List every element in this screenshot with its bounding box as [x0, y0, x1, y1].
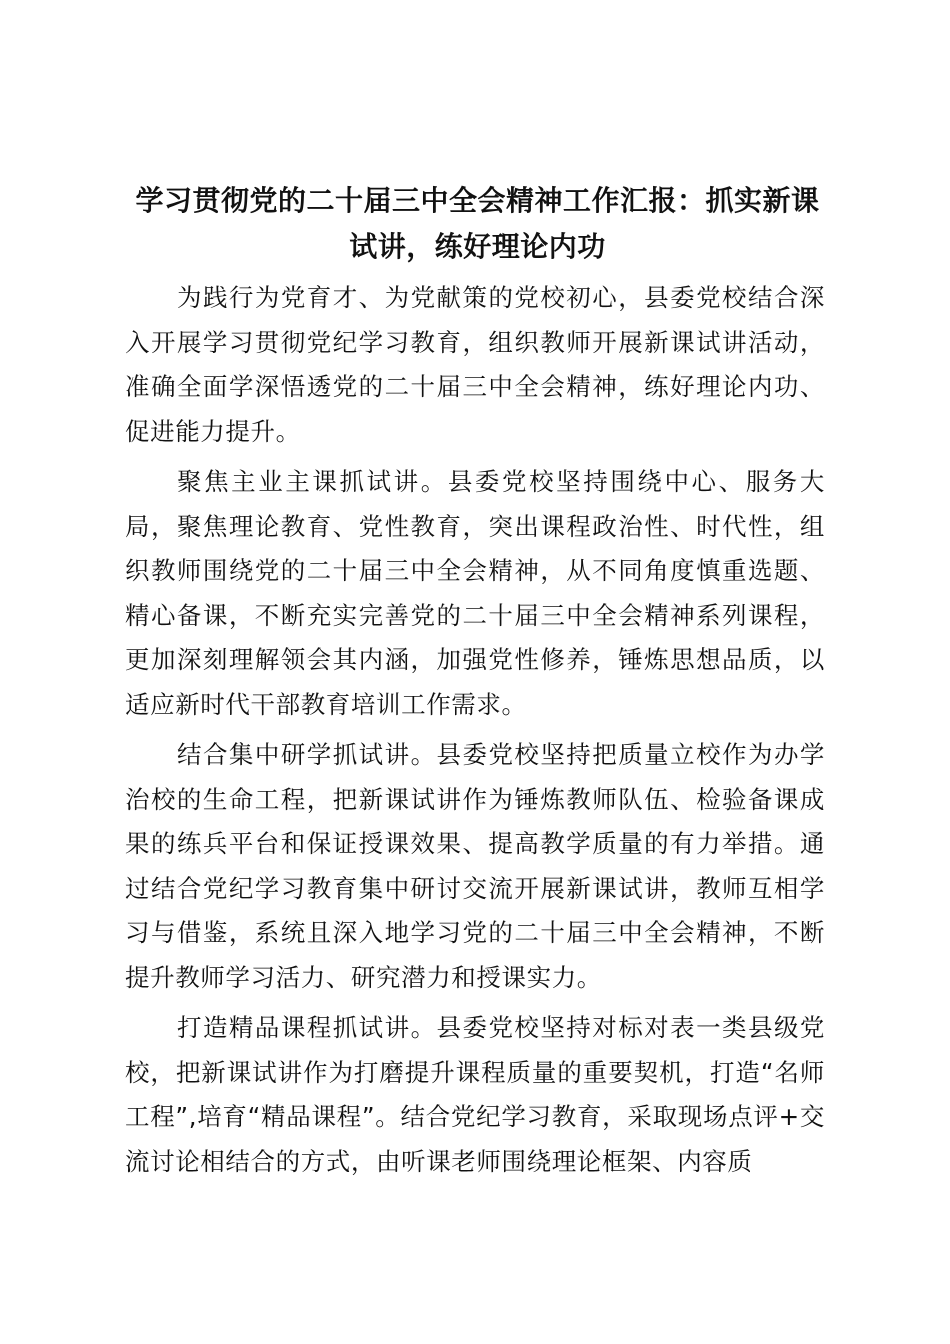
document-body	[125, 276, 825, 1190]
document-title: 学习贯彻党的二十届三中全会精神工作汇报：抓实新课试讲，练好理论内功	[135, 184, 820, 263]
paragraph-intro: 为践行为党育才、为党献策的党校初心，县委党校结合深入开展学习贯彻党纪学习教育，组织教师开展新课试讲活动，准确全面学深悟透党的二十届三中全会精神，练好理论内功、促进能力提升。	[125, 283, 825, 446]
paragraph-focus-main-courses: 聚焦主业主课抓试讲。县委党校坚持围绕中心、服务大局，聚焦理论教育、党性教育，突出课程政治性、时代性，组织教师围绕党的二十届三中全会精神，从不同角度慎重选题、精心备课，不断充实完善党的二十届三中全会精神系列课程，更加深刻理解领会其内涵，加强党性修养，锤炼思想品质，以适应新时代干部教育培训工作需求。	[125, 467, 825, 719]
paragraph-centralized-study: 结合集中研学抓试讲。县委党校坚持把质量立校作为办学治校的生命工程，把新课试讲作为锤炼教师队伍、检验备课成果的练兵平台和保证授课效果、提高教学质量的有力举措。通过结合党纪学习教育集中研讨交流开展新课试讲，教师互相学习与借鉴，系统且深入地学习党的二十届三中全会精神，不断提升教师学习活力、研究潜力和授课实力。	[125, 740, 825, 992]
paragraph-quality-courses: 打造精品课程抓试讲。县委党校坚持对标对表一类县级党校，把新课试讲作为打磨提升课程质量的重要契机，打造“名师工程”,培育“精品课程”。结合党纪学习教育，采取现场点评+交流讨论相结合的方式，由听课老师围绕理论框架、内容质	[125, 1013, 825, 1176]
